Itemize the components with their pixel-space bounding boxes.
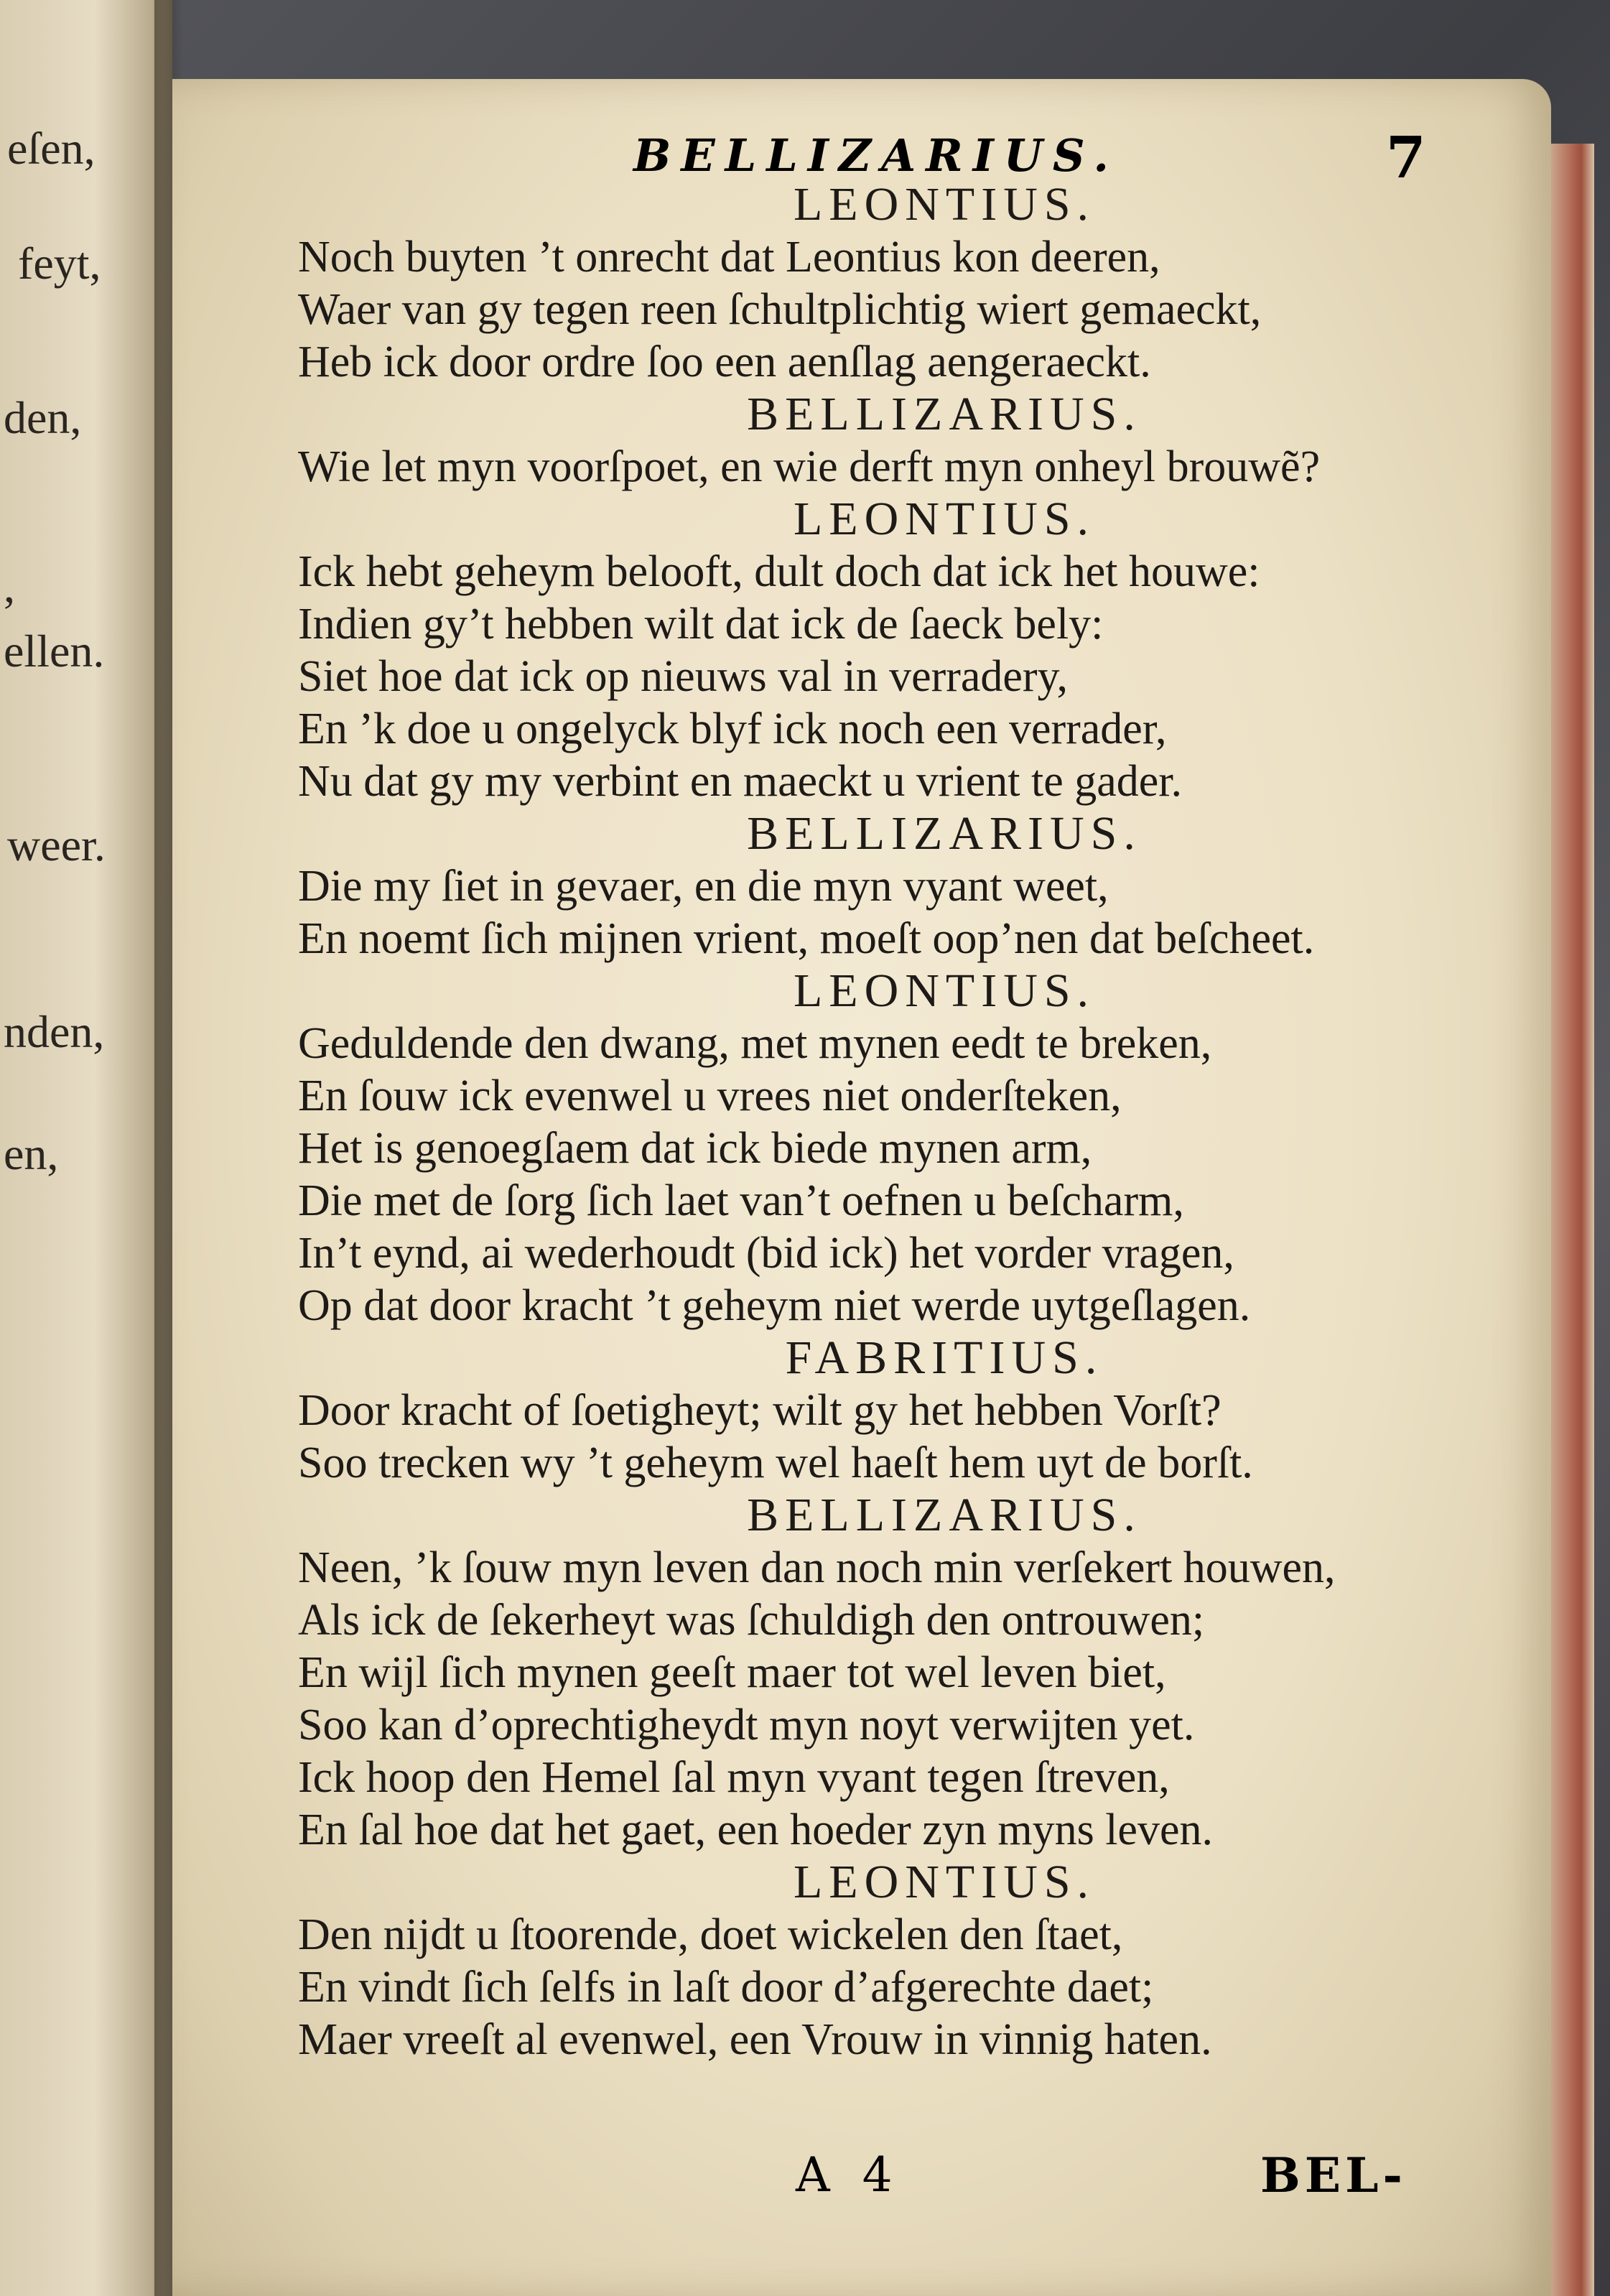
speaker-heading: LEONTIUS. <box>793 965 1096 1017</box>
signature-mark: A 4 <box>796 2147 901 2203</box>
verse-line: Die my ſiet in gevaer, en die myn vyant weet, <box>298 862 1109 911</box>
verse-line: En ’k doe u ongelyck blyf ick noch een verrader, <box>298 705 1167 753</box>
verse-line: En wijl ſich mynen geeſt maer tot wel leven biet, <box>298 1648 1166 1697</box>
verse-line: Die met de ſorg ſich laet van’t oefnen u beſcharm, <box>298 1176 1184 1225</box>
verse-line: Neen, ’k ſouw myn leven dan noch min verſekert houwen, <box>298 1543 1336 1592</box>
verse-line: Indien gy’t hebben wilt dat ick de ſaeck bely: <box>298 600 1104 649</box>
speaker-heading: BELLIZARIUS. <box>747 388 1142 440</box>
left-page-fragment: eſen, <box>7 123 96 174</box>
speaker-heading: LEONTIUS. <box>793 1856 1096 1908</box>
left-page-fragment: en, <box>4 1128 59 1179</box>
speaker-heading: FABRITIUS. <box>785 1331 1104 1384</box>
catchword: BEL- <box>1260 2147 1407 2203</box>
verse-line: Op dat door kracht ’t geheym niet werde uytgeſlagen. <box>298 1281 1251 1330</box>
verse-line: Het is genoegſaem dat ick biede mynen arm, <box>298 1124 1092 1173</box>
verse-line: Soo trecken wy ’t geheym wel haeſt hem uyt de borſt. <box>298 1439 1253 1487</box>
left-page <box>0 0 172 2296</box>
left-page-fragment: weer. <box>7 819 106 870</box>
verse-line: Siet hoe dat ick op nieuws val in verradery, <box>298 652 1069 701</box>
verse-line: Ick hebt geheym belooft, dult doch dat ick het houwe: <box>298 547 1260 596</box>
verse-line: Door kracht of ſoetigheyt; wilt gy het hebben Vorſt? <box>298 1386 1222 1435</box>
left-page-fragment: , <box>4 561 15 612</box>
left-page-fragment: feyt, <box>18 238 101 289</box>
verse-line: Noch buyten ’t onrecht dat Leontius kon deeren, <box>298 233 1160 282</box>
speaker-heading: LEONTIUS. <box>793 493 1096 545</box>
verse-line: En ſal hoe dat het gaet, een hoeder zyn myns leven. <box>298 1805 1213 1854</box>
verse-line: Als ick de ſekerheyt was ſchuldigh den ontrouwen; <box>298 1596 1205 1645</box>
left-page-fragment: ellen. <box>4 626 105 677</box>
verse-line: Waer van gy tegen reen ſchultplichtig wiert gemaeckt, <box>298 285 1262 334</box>
verse-line: Ick hoop den Hemel ſal myn vyant tegen ſtreven, <box>298 1753 1170 1802</box>
verse-line: Soo kan d’oprechtigheydt myn noyt verwijten yet. <box>298 1701 1195 1749</box>
running-head: BELLIZARIUS. <box>633 129 1119 182</box>
speaker-heading: BELLIZARIUS. <box>747 807 1142 860</box>
page-number: 7 <box>1386 124 1426 191</box>
left-page-fragment: den, <box>4 392 82 443</box>
left-page-fragment: nden, <box>4 1006 105 1057</box>
verse-line: Maer vreeſt al evenwel, een Vrouw in vinnig haten. <box>298 2015 1212 2064</box>
speaker-heading: BELLIZARIUS. <box>747 1489 1142 1541</box>
verse-line: Nu dat gy my verbint en maeckt u vrient te gader. <box>298 757 1183 806</box>
verse-line: Den nijdt u ſtoorende, doet wickelen den ſtaet, <box>298 1910 1123 1959</box>
verse-line: En ſouw ick evenwel u vrees niet onderſteken, <box>298 1072 1122 1120</box>
verse-line: En vindt ſich ſelfs in laſt door d’afgerechte daet; <box>298 1963 1154 2012</box>
verse-line: Wie let myn voorſpoet, en wie derft myn onheyl brouwẽ? <box>298 442 1321 491</box>
speaker-heading: LEONTIUS. <box>793 178 1096 231</box>
verse-line: In’t eynd, ai wederhoudt (bid ick) het vorder vragen, <box>298 1229 1234 1278</box>
right-page <box>172 79 1551 2296</box>
verse-line: En noemt ſich mijnen vrient, moeſt oop’nen dat beſcheet. <box>298 914 1315 963</box>
verse-line: Heb ick door ordre ſoo een aenſlag aengeraeckt. <box>298 338 1151 386</box>
verse-line: Geduldende den dwang, met mynen eedt te breken, <box>298 1019 1212 1068</box>
